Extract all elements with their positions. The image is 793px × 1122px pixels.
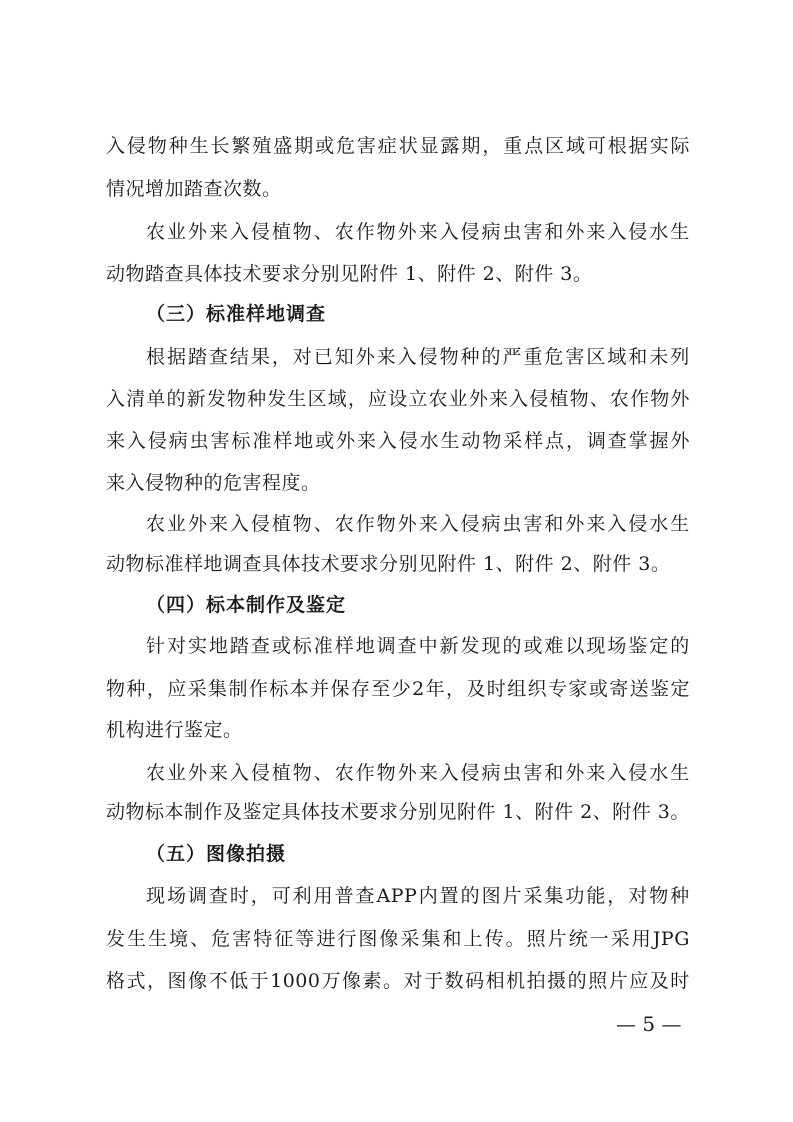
text-line: 入 清 单 的 新 发 物 种 发 生 区 域 ， 应 设 立 农 业 外 来 入 侵 植 物 、 农 作 物 外 [106, 388, 690, 410]
text-line: 动物标准样地调查具体技术要求分别见附件 1、附件 2、附件 3。 [106, 553, 671, 575]
text-line: 物 种 ， 应 采 集 制 作 标 本 并 保 存 至 少 2 年 ， 及 时 组 织 专 家 或 寄 送 鉴 定 [106, 678, 690, 700]
text-line: 入 侵 物 种 生 长 繁 殖 盛 期 或 危 害 症 状 显 露 期 ， 重 点 区 域 可 根 据 实 际 [106, 135, 690, 157]
text-line: 动物标本制作及鉴定具体技术要求分别见附件 1、附件 2、附件 3。 [106, 801, 690, 823]
page-number: — 5 — [616, 1012, 682, 1036]
section-heading: （三）标准样地调查 [146, 303, 327, 325]
text-line: 来 入 侵 病 虫 害 标 准 样 地 或 外 来 入 侵 水 生 动 物 采 样 点 ， 调 查 掌 握 外 [106, 430, 690, 452]
section-heading: （五）图像拍摄 [146, 843, 287, 865]
text-line: 机构进行鉴定。 [106, 719, 243, 741]
section-heading: （四）标本制作及鉴定 [146, 594, 347, 616]
text-line: 来入侵物种的危害程度。 [106, 472, 321, 494]
text-line: 针 对 实 地 踏 查 或 标 准 样 地 调 查 中 新 发 现 的 或 难 以 现 场 鉴 定 的 [146, 635, 690, 657]
text-line: 农 业 外 来 入 侵 植 物 、 农 作 物 外 来 入 侵 病 虫 害 和 外 来 入 侵 水 生 [146, 221, 690, 243]
text-line: 农 业 外 来 入 侵 植 物 、 农 作 物 外 来 入 侵 病 虫 害 和 外 来 入 侵 水 生 [146, 762, 690, 784]
text-line: 现 场 调 查 时 ， 可 利 用 普 查 APP 内 置 的 图 片 采 集 功 能 ， 对 物 种 [146, 885, 690, 907]
text-line: 根 据 踏 查 结 果 ， 对 已 知 外 来 入 侵 物 种 的 严 重 危 害 区 域 和 未 列 [146, 346, 690, 368]
text-line: 动物踏查具体技术要求分别见附件 1、附件 2、附件 3。 [106, 263, 593, 285]
text-line: 农 业 外 来 入 侵 植 物 、 农 作 物 外 来 入 侵 病 虫 害 和 外 来 入 侵 水 生 [146, 513, 690, 535]
text-line: 情况增加踏查次数。 [106, 178, 282, 200]
text-line: 发 生 生 境 、 危 害 特 征 等 进 行 图 像 采 集 和 上 传 。 照 片 统 一 采 用 JPG [106, 928, 690, 950]
text-line: 格 式 ， 图 像 不 低 于 1000 万 像 素 。 对 于 数 码 相 机 拍 摄 的 照 片 应 及 时 [106, 970, 690, 992]
